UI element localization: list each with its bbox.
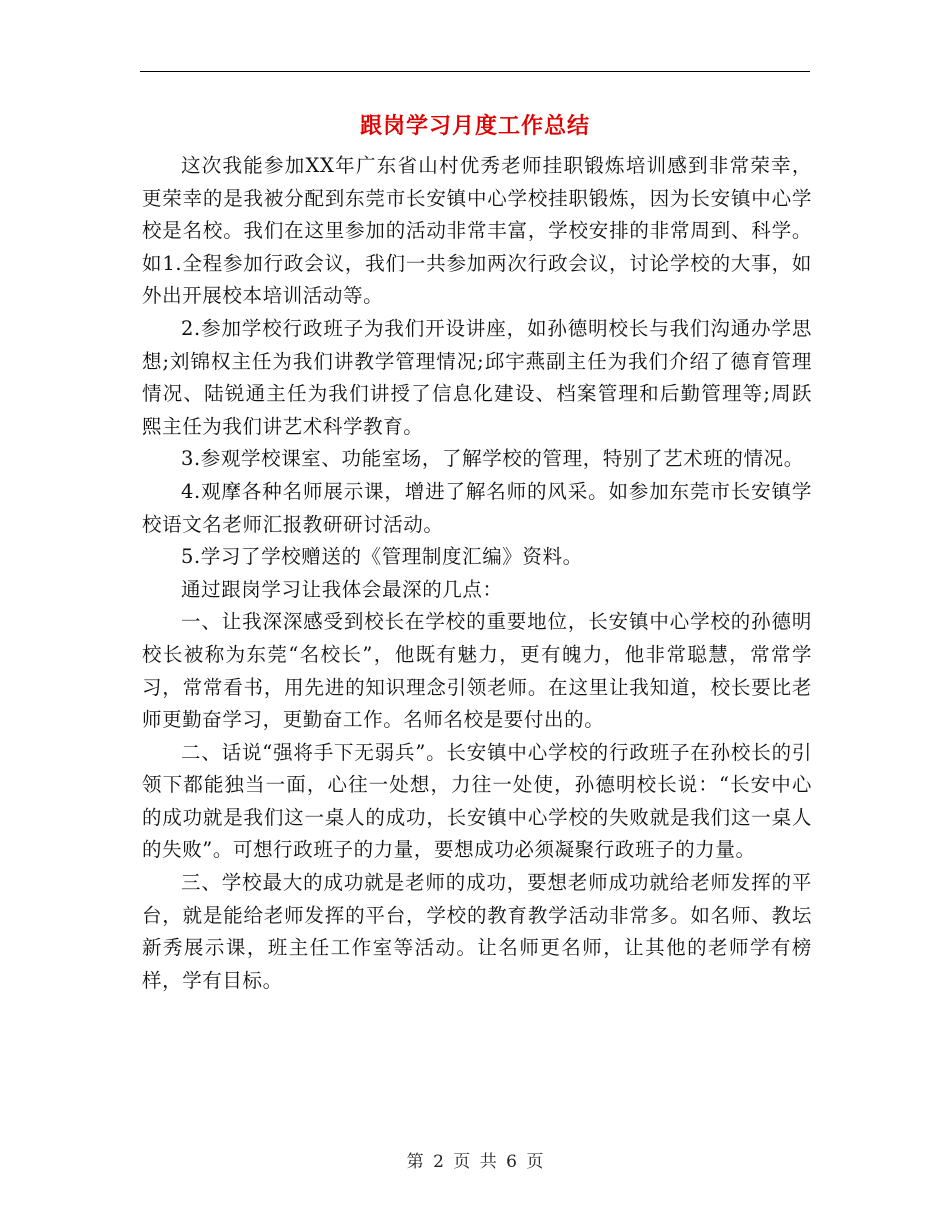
paragraph-item-4: 4.观摩各种名师展示课，增进了解名师的风采。如参加东莞市长安镇学校语文名老师汇报教研研讨活动。 — [142, 479, 812, 536]
paragraph-intro: 这次我能参加XX年广东省山村优秀老师挂职锻炼培训感到非常荣幸，更荣幸的是我被分配到东莞市长安镇中心学校挂职锻炼，因为长安镇中心学校是名校。我们在这里参加的活动非常丰富，学校安排的非常周到、科学。如1.全程参加行政会议，我们一共参加两次行政会议，讨论学校的大事，如外出开展校本培训活动等。 — [142, 154, 812, 308]
paragraph-reflection-intro: 通过跟岗学习让我体会最深的几点： — [181, 577, 503, 601]
paragraph-item-3: 3.参观学校课室、功能室场，了解学校的管理，特别了艺术班的情况。 — [181, 447, 804, 471]
header-rule — [140, 71, 810, 72]
paragraph-point-3: 三、学校最大的成功就是老师的成功，要想老师成功就给老师发挥的平台，就是能给老师发挥的平台，学校的教育教学活动非常多。如名师、教坛新秀展示课，班主任工作室等活动。让名师更名师，让其他的老师学有榜样，学有目标。 — [142, 871, 812, 992]
paragraph-point-1: 一、让我深深感受到校长在学校的重要地位，长安镇中心学校的孙德明校长被称为东莞“名校长”，他既有魅力，更有魄力，他非常聪慧，常常学习，常常看书，用先进的知识理念引领老师。在这里让我知道，校长要比老师更勤奋学习，更勤奋工作。名师名校是要付出的。 — [142, 610, 812, 732]
document-title: 跟岗学习月度工作总结 — [359, 113, 590, 139]
page-number: 第 2 页 共 6 页 — [406, 1152, 544, 1172]
paragraph-item-5: 5.学习了学校赠送的《管理制度汇编》资料。 — [181, 545, 583, 569]
document-body — [142, 150, 812, 997]
paragraph-item-2: 2.参加学校行政班子为我们开设讲座，如孙德明校长与我们沟通办学思想;刘锦权主任为我们讲教学管理情况;邱宇燕副主任为我们介绍了德育管理情况、陆锐通主任为我们讲授了信息化建设、档案管理和后勤管理等;周跃熙主任为我们讲艺术科学教育。 — [142, 316, 812, 438]
paragraph-point-2: 二、话说“强将手下无弱兵”。长安镇中心学校的行政班子在孙校长的引领下都能独当一面，心往一处想，力往一处使，孙德明校长说：“长安中心的成功就是我们这一桌人的成功，长安镇中心学校的失败就是我们这一桌人的失败”。可想行政班子的力量，要想成功必须凝聚行政班子的力量。 — [142, 740, 812, 862]
